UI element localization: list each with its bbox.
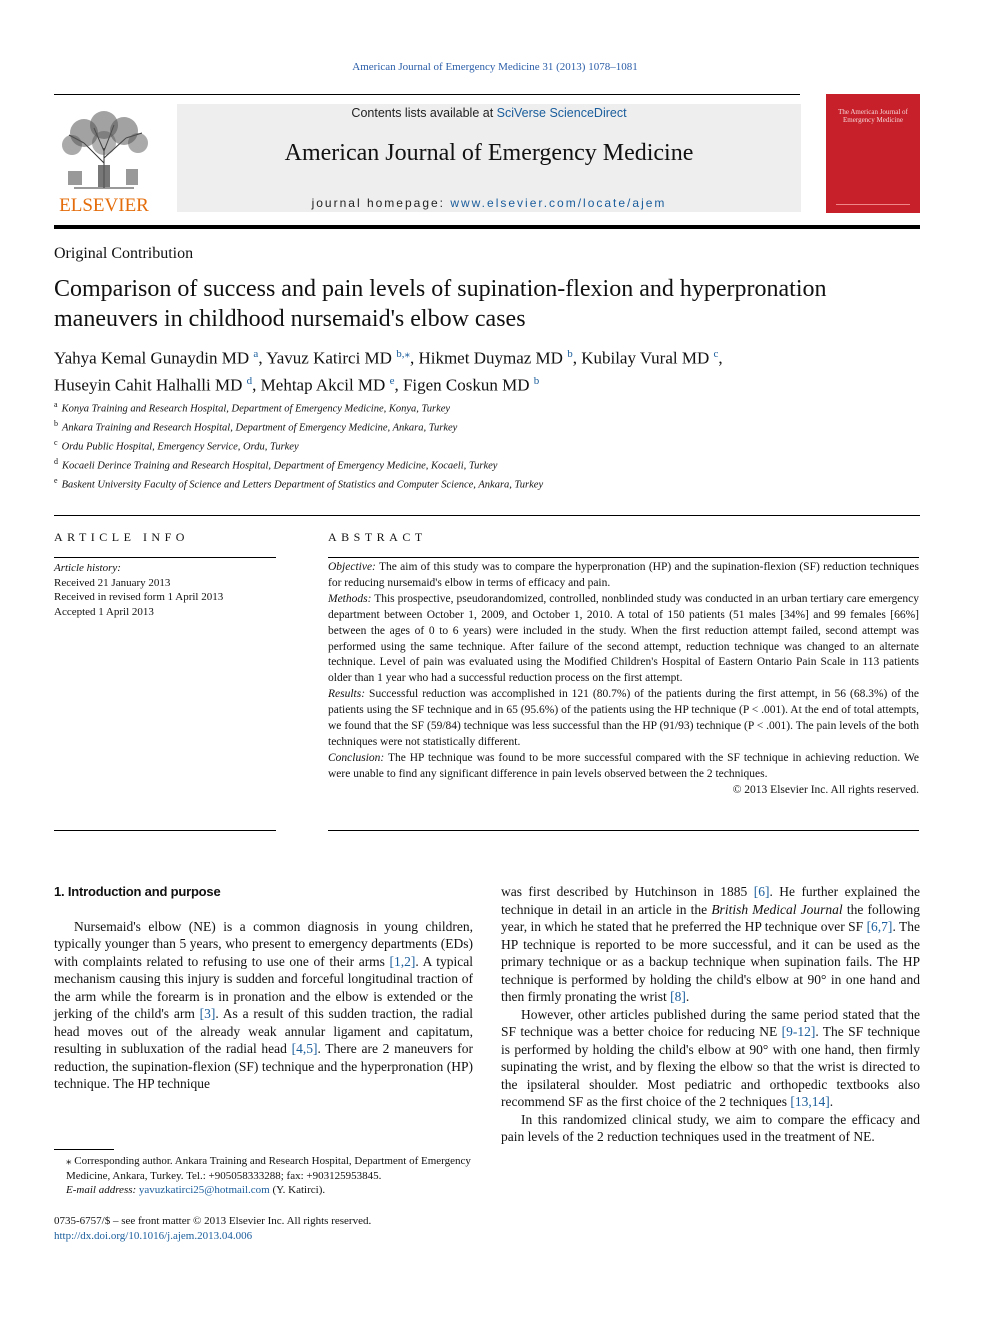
abstract-heading: ABSTRACT — [328, 530, 427, 544]
intro-paragraph-3: In this randomized clinical study, we aim to compare the efficacy and pain levels of the 2 reduction techniques used in the treatment of NE. — [501, 1111, 920, 1144]
text-run: Nursemaid's elbow (NE) is a common diagnosis in young children, typically younger than 5 years, who present to emergency departments (EDs) with complaints related to refusing to use one of their arms — [54, 918, 473, 969]
abstract-end-rule — [328, 830, 919, 831]
journal-name: British Medical Journal — [711, 901, 843, 917]
homepage-link[interactable]: www.elsevier.com/locate/ajem — [450, 196, 667, 210]
front-matter — [54, 1214, 554, 1243]
abstract-results — [328, 687, 919, 751]
text-run: . A typical mechanism causing this injury is sudden and forceful longitudinal traction of the arm while the forearm is in pronation and the elbow is extended or the jerking of the child's arm — [54, 953, 473, 1021]
intro-paragraph-2 — [501, 1006, 920, 1111]
abstract-body — [328, 560, 919, 799]
author-separator: , — [394, 375, 403, 395]
results-label: Results: — [328, 688, 366, 701]
cover-divider — [836, 204, 910, 205]
affiliation-text: Konya Training and Research Hospital, Department of Emergency Medicine, Konya, Turkey — [61, 403, 451, 415]
affiliation-item — [54, 474, 920, 493]
email-link[interactable]: yavuzkatirci25@hotmail.com — [138, 1184, 270, 1196]
homepage-line — [177, 196, 801, 210]
corresponding-footnote — [54, 1154, 473, 1198]
article-info-heading: ARTICLE INFO — [54, 530, 189, 544]
affiliation-marker[interactable]: e — [389, 374, 395, 387]
masthead-rule — [54, 225, 920, 229]
affiliation-list — [54, 398, 920, 493]
conclusion-label: Conclusion: — [328, 751, 385, 764]
author-separator: , — [572, 348, 582, 368]
author-name[interactable]: Yahya Kemal Gunaydin MD — [54, 348, 250, 368]
journal-title: American Journal of Emergency Medicine — [284, 140, 694, 166]
reference-link[interactable]: [3] — [199, 1006, 216, 1021]
affiliation-marker[interactable]: a — [253, 348, 259, 360]
doi-link[interactable]: http://dx.doi.org/10.1016/j.ajem.2013.04.006 — [54, 1229, 253, 1242]
author-list — [54, 343, 920, 396]
affiliation-marker[interactable]: b — [567, 348, 573, 360]
affiliation-item — [54, 436, 920, 455]
author-separator: , — [258, 348, 267, 368]
text-run: . — [829, 1094, 834, 1109]
email-label: E-mail address: — [66, 1184, 139, 1196]
cover-title: The American Journal of Emergency Medicine — [838, 108, 908, 124]
section-type: Original Contribution — [54, 245, 194, 262]
affiliation-item — [54, 417, 920, 436]
article-title: Comparison of success and pain levels of supination-flexion and hyperpronation maneuvers in childhood nursemaid's elbow cases — [54, 276, 827, 332]
text-run: . The HP technique is reported to be more successful, and it can be used as the primary technique or as a backup technique when supination fails. The HP technique is performed by holding the child's elbow at 90° in one hand and then firmly pronating the wrist — [501, 919, 920, 1004]
text-run: However, other articles published during the same period stated that the SF technique was a better choice for reducing NE — [501, 1006, 920, 1039]
email-suffix: (Y. Katirci). — [269, 1184, 326, 1196]
text-run: . — [685, 989, 690, 1004]
sciencedirect-link[interactable]: SciVerse ScienceDirect — [496, 106, 627, 120]
elsevier-tree-icon — [54, 103, 154, 215]
affiliation-text: Kocaeli Derince Training and Research Hospital, Department of Emergency Medicine, Kocaeli, Turkey — [62, 460, 498, 472]
author-name[interactable]: Yavuz Katirci MD — [266, 348, 392, 368]
reference-link[interactable]: [4,5] — [291, 1041, 318, 1056]
intro-paragraph-1 — [54, 918, 473, 1093]
affiliation-mark: a — [54, 400, 58, 409]
email-line — [54, 1183, 473, 1198]
affiliation-mark: b — [54, 418, 58, 428]
objective-label: Objective: — [328, 561, 376, 573]
abstract-copyright: © 2013 Elsevier Inc. All rights reserved. — [732, 783, 919, 796]
section-heading: 1. Introduction and purpose — [54, 884, 221, 899]
body-column-left — [54, 883, 473, 1093]
affiliation-marker[interactable]: b,⁎ — [396, 348, 410, 360]
article-info-end-rule — [54, 830, 276, 831]
author-separator: , — [409, 348, 419, 368]
author-name[interactable]: Huseyin Cahit Halhalli MD — [54, 375, 243, 395]
author-separator: , — [718, 348, 723, 368]
abstract-rule — [328, 557, 919, 558]
affiliation-text: Ordu Public Hospital, Emergency Service, Ordu, Turkey — [61, 441, 299, 453]
abstract-objective — [328, 560, 919, 592]
contents-prefix: Contents lists available at — [351, 106, 497, 120]
author-name[interactable]: Mehtap Akcil MD — [260, 375, 386, 395]
text-run: . The SF technique is performed by holding the child's elbow at 90° with one hand, then firmly supinating the wrist, and by flexing the elbow so that the wrist is directed to the ipsilateral shoulder. Most pediatric and orthopedic textbooks also recommend SF as the first choice of the 2 techniques — [501, 1024, 920, 1109]
journal-masthead — [177, 104, 801, 212]
reference-link[interactable]: [13,14] — [790, 1094, 830, 1109]
objective-text: The aim of this study was to compare the hyperpronation (HP) and the supination-flexion (SF) reduction techniques for reducing nursemaid's elbow in terms of efficacy and pain. — [328, 561, 919, 589]
reference-link[interactable]: [6,7] — [866, 919, 893, 934]
affiliation-marker[interactable]: d — [246, 374, 253, 387]
body-column-right — [501, 883, 920, 1146]
header-rule — [54, 94, 800, 95]
text-run: . As a result of this sudden traction, the radial head moves out of the already weak annular ligament and capitatum, resulting in subluxation of the radial head — [54, 1006, 473, 1056]
text-run: the following year, in which he stated that he preferred the HP technique over SF — [501, 901, 920, 934]
received-date: Received 21 January 2013 — [54, 576, 171, 589]
text-run: . He further explained the technique in detail in an article in the — [501, 884, 920, 917]
journal-cover-thumbnail[interactable] — [826, 94, 920, 213]
contents-line — [177, 106, 801, 120]
elsevier-wordmark: ELSEVIER — [59, 195, 149, 215]
affiliation-mark: e — [54, 475, 58, 485]
author-name[interactable]: Kubilay Vural MD — [581, 348, 710, 368]
history-label: Article history: — [54, 562, 121, 574]
results-text: Successful reduction was accomplished in 121 (80.7%) of the patients during the first attempt, in 56 (68.3%) of the patients using the SF technique and in 65 (95.6%) of the patients using the HP technique (P < .001). At the end of total attempts, we found that the SF (59/84) technique was less successful than the HP (91/93) technique (P < .001). The pain levels of the both techniques were not statistically different. — [328, 688, 919, 748]
intro-paragraph-1-cont — [501, 883, 920, 1006]
reference-link[interactable]: [1,2] — [389, 953, 416, 969]
affiliation-mark: c — [54, 437, 58, 447]
author-separator: , — [252, 375, 261, 395]
reference-link[interactable]: [9-12] — [781, 1024, 816, 1039]
affiliation-marker[interactable]: b — [533, 374, 540, 387]
accepted-date: Accepted 1 April 2013 — [54, 605, 154, 618]
reference-link[interactable]: [6] — [753, 884, 770, 899]
affiliation-item — [54, 398, 920, 417]
abstract-conclusion — [328, 751, 919, 783]
methods-label: Methods: — [328, 592, 372, 605]
elsevier-logo[interactable] — [54, 103, 154, 215]
affiliation-marker[interactable]: c — [713, 348, 719, 360]
text-run: . There are 2 maneuvers for reduction, the supination-flexion (SF) technique and the hyperpronation (HP) technique. The HP technique — [54, 1041, 473, 1091]
methods-text: This prospective, pseudorandomized, controlled, nonblinded study was conducted in an urban tertiary care emergency department between October 1, 2009, and October 1, 2010. A total of 150 patients (51 males [34%] and 99 females [66%] between the ages of 0 to 6 years) were included in the study. When the first reduction attempt failed, second attempt was performed using the same technique. After failure of the second attempt, reduction technique was changed to an alternate technique. Level of pain was evaluated using the Modified Children's Hospital of Eastern Ontario Pain Scale in 113 patients older than 1 year who had a successful reduction process on the first attempt. — [328, 592, 919, 685]
journal-citation[interactable]: American Journal of Emergency Medicine 31 (2013) 1078–1081 — [352, 61, 638, 73]
issn-line: 0735-6757/$ – see front matter © 2013 Elsevier Inc. All rights reserved. — [54, 1215, 372, 1227]
affiliation-item — [54, 455, 920, 474]
revised-date: Received in revised form 1 April 2013 — [54, 591, 224, 603]
footnote-rule — [54, 1149, 114, 1150]
affiliation-text: Baskent University Faculty of Science and Letters Department of Statistics and Computer Science, Ankara, Turkey — [61, 479, 544, 491]
corresponding-author: ⁎ Corresponding author. Ankara Training and Research Hospital, Department of Emergency Medicine, Ankara, Turkey. Tel.: +905058333288; fax: +903125953845. — [66, 1155, 471, 1182]
abstract-methods — [328, 592, 919, 687]
reference-link[interactable]: [8] — [670, 989, 686, 1004]
article-info-rule — [54, 557, 276, 558]
info-rule — [54, 515, 920, 516]
affiliation-text: Ankara Training and Research Hospital, Department of Emergency Medicine, Ankara, Turkey — [62, 422, 458, 434]
conclusion-text: The HP technique was found to be more successful compared with the SF technique in achieving reduction. We were unable to find any significant difference in pain levels observed between the 2 techniques. — [328, 751, 919, 780]
article-history — [54, 561, 276, 619]
homepage-prefix: journal homepage: — [311, 196, 451, 210]
author-name[interactable]: Hikmet Duymaz MD — [418, 348, 563, 368]
text-run: was first described by Hutchinson in 1885 — [501, 884, 754, 899]
author-name[interactable]: Figen Coskun MD — [402, 375, 530, 395]
affiliation-mark: d — [54, 456, 58, 466]
